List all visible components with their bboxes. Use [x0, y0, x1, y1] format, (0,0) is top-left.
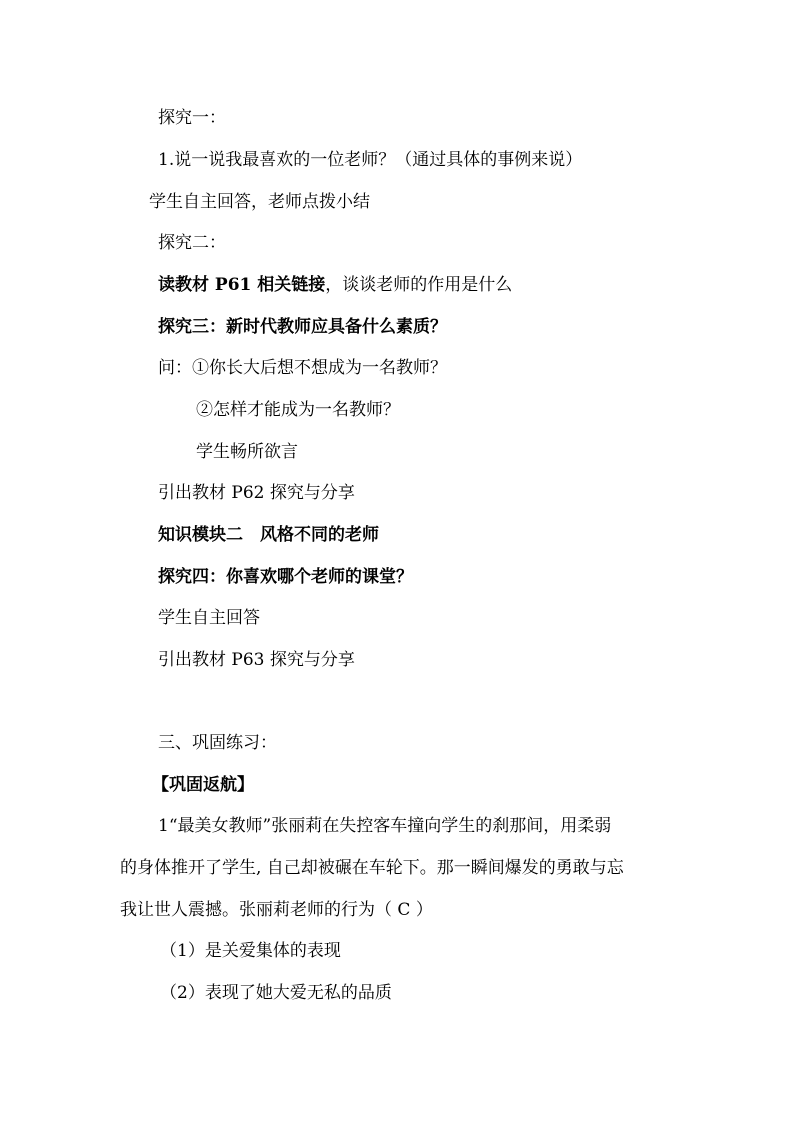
lead-textbook-p63: 引出教材 P63 探究与分享	[158, 650, 355, 670]
question-favorite-teacher: 1.说一说我最喜欢的一位老师？（通过具体的事例来说）	[158, 150, 583, 170]
exercise-one-line-1: 1“最美女教师”张丽莉在失控客车撞向学生的刹那间，用柔弱	[158, 816, 612, 836]
consolidation-heading: 【巩固返航】	[152, 775, 254, 795]
knowledge-module-two-heading: 知识模块二 风格不同的老师	[158, 525, 379, 545]
lead-textbook-p62: 引出教材 P62 探究与分享	[158, 483, 355, 503]
inquiry-one-heading: 探究一：	[158, 108, 226, 128]
question-how-become-teacher: ②怎样才能成为一名教师？	[196, 400, 400, 420]
option-two: （2）表现了她大爱无私的品质	[160, 983, 392, 1003]
question-become-teacher: 问：①你长大后想不想成为一名教师？	[158, 358, 447, 378]
section-three-heading: 三、巩固练习：	[158, 733, 277, 753]
students-speak-freely: 学生畅所欲言	[196, 442, 298, 462]
option-one: （1）是关爱集体的表现	[160, 941, 341, 961]
read-textbook-rest: ，谈谈老师的作用是什么	[325, 275, 513, 295]
inquiry-two-heading: 探究二：	[158, 233, 226, 253]
inquiry-four-heading: 探究四：你喜欢哪个老师的课堂？	[158, 567, 413, 587]
inquiry-three-heading: 探究三：新时代教师应具备什么素质？	[158, 317, 447, 337]
read-textbook-line	[158, 273, 512, 297]
student-answer-note: 学生自主回答，老师点拨小结	[149, 192, 370, 212]
exercise-one-line-2: 的身体推开了学生, 自己却被碾在车轮下。那一瞬间爆发的勇敢与忘	[120, 858, 624, 878]
exercise-one-line-3: 我让世人震撼。张丽莉老师的行为（ C ）	[120, 900, 433, 920]
student-self-answer: 学生自主回答	[158, 608, 260, 628]
read-textbook-bold: 读教材 P61 相关链接	[158, 275, 326, 295]
